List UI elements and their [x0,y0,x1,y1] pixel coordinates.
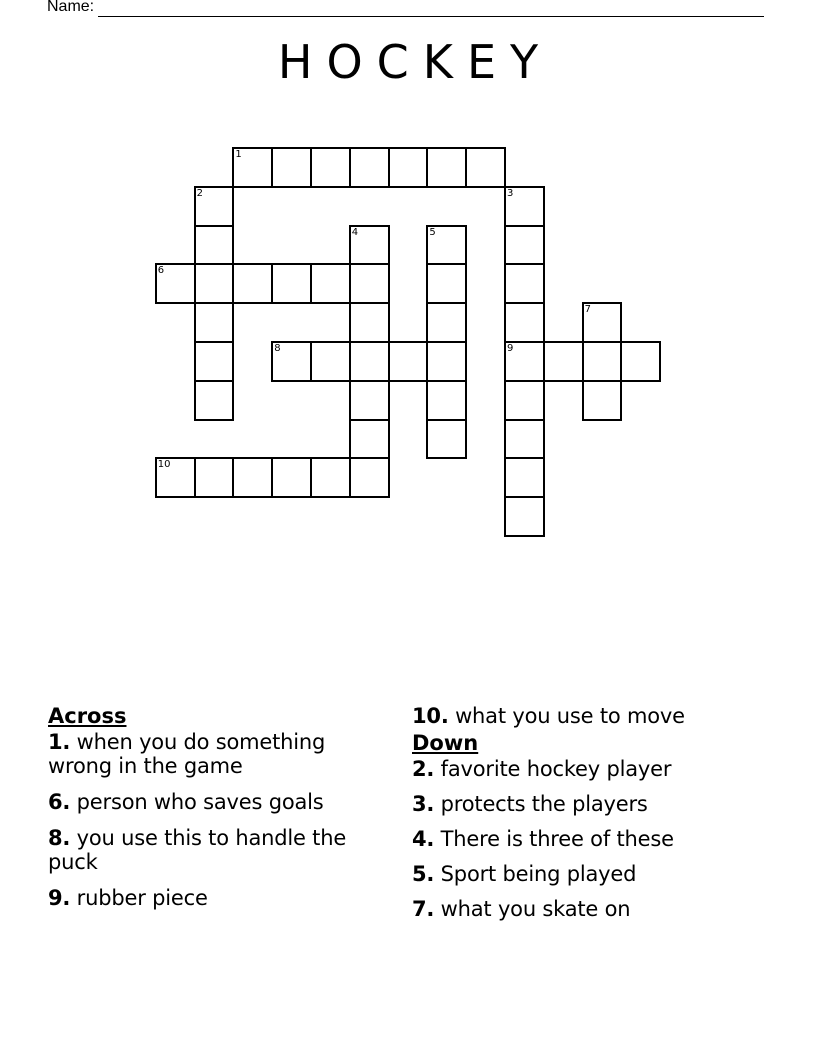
clue-across-6 [48,790,378,814]
clue-down-7 [412,897,752,921]
cell-number: 5 [429,226,436,238]
crossword-cell[interactable] [349,225,390,266]
clues-column-right [412,704,752,932]
cell-number: 10 [157,459,171,471]
across-heading: Across [48,704,127,728]
clue-number: 5. [412,862,435,886]
clue-number: 9. [48,886,71,910]
crossword-cell[interactable] [194,457,235,498]
crossword-cell[interactable] [388,341,429,382]
cell-number: 2 [196,187,203,199]
crossword-cell[interactable] [349,302,390,343]
clue-text: There is three of these [434,827,674,851]
name-field [47,0,764,17]
crossword-cell[interactable] [504,341,545,382]
clue-text: when you do something wrong in the game [48,730,326,778]
crossword-cell[interactable] [504,496,545,537]
clue-across-1 [48,730,378,778]
crossword-cell[interactable] [232,457,273,498]
crossword-cell[interactable] [194,380,235,421]
crossword-grid [156,148,660,536]
crossword-cell[interactable] [504,225,545,266]
crossword-cell[interactable] [349,341,390,382]
crossword-cell[interactable] [194,302,235,343]
cell-number: 1 [235,149,242,160]
clue-text: protects the players [434,792,648,816]
clue-text: what you use to move [448,704,685,728]
crossword-cell[interactable] [349,147,390,188]
clue-text: what you skate on [434,897,631,921]
crossword-cell[interactable] [271,147,312,188]
clue-text: you use this to handle the puck [48,826,347,874]
clue-number: 4. [412,827,435,851]
crossword-cell[interactable] [426,380,467,421]
crossword-cell[interactable] [310,263,351,304]
crossword-cell[interactable] [620,341,661,382]
cell-number: 7 [584,304,591,316]
crossword-cell[interactable] [310,147,351,188]
clue-down-2 [412,757,752,781]
crossword-cell[interactable] [155,457,196,498]
crossword-cell[interactable] [232,147,273,188]
crossword-cell[interactable] [504,263,545,304]
cell-number: 9 [506,343,514,354]
crossword-cell[interactable] [349,419,390,460]
crossword-cell[interactable] [349,380,390,421]
clue-text: person who saves goals [70,790,324,814]
clue-across-8 [48,826,378,874]
crossword-cell[interactable] [194,341,235,382]
clue-across-9 [48,886,378,910]
crossword-cell[interactable] [504,457,545,498]
crossword-cell[interactable] [194,225,235,266]
name-input-line[interactable] [98,1,764,17]
crossword-cell[interactable] [426,341,467,382]
crossword-cell[interactable] [155,263,196,304]
crossword-cell[interactable] [426,147,467,188]
crossword-cell[interactable] [426,225,467,266]
crossword-cell[interactable] [388,147,429,188]
cell-number: 4 [351,226,359,238]
crossword-cell[interactable] [504,419,545,460]
crossword-cell[interactable] [271,457,312,498]
down-heading: Down [412,731,479,755]
crossword-cell[interactable] [465,147,506,188]
crossword-cell[interactable] [504,186,545,227]
crossword-cell[interactable] [426,419,467,460]
clue-number: 7. [412,897,435,921]
clue-text: favorite hockey player [434,757,672,781]
crossword-cell[interactable] [504,380,545,421]
clue-number: 8. [48,826,71,850]
name-label: Name: [47,0,95,15]
crossword-cell[interactable] [194,186,235,227]
crossword-cell[interactable] [504,302,545,343]
clue-number: 6. [48,790,71,814]
crossword-cell[interactable] [310,457,351,498]
crossword-cell[interactable] [426,302,467,343]
page-title: HOCKEY [277,35,553,89]
clue-across-10 [412,704,752,728]
clue-text: Sport being played [434,862,637,886]
crossword-cell[interactable] [349,457,390,498]
clue-down-5 [412,862,752,886]
crossword-cell[interactable] [271,341,312,382]
crossword-cell[interactable] [194,263,235,304]
crossword-cell[interactable] [582,380,623,421]
crossword-cell[interactable] [582,341,623,382]
crossword-cell[interactable] [426,263,467,304]
clue-down-3 [412,792,752,816]
cell-number: 8 [274,343,281,354]
clue-number: 3. [412,792,435,816]
crossword-cell[interactable] [582,302,623,343]
crossword-cell[interactable] [232,263,273,304]
cell-number: 3 [506,187,514,199]
crossword-cell[interactable] [543,341,584,382]
crossword-cell[interactable] [349,263,390,304]
clue-text: rubber piece [70,886,208,910]
clue-number: 1. [48,730,71,754]
clue-number: 10. [412,704,449,728]
clue-number: 2. [412,757,435,781]
cell-number: 6 [157,265,165,277]
clues-column-left [48,704,378,922]
clue-down-4 [412,827,752,851]
crossword-cell[interactable] [271,263,312,304]
crossword-cell[interactable] [310,341,351,382]
